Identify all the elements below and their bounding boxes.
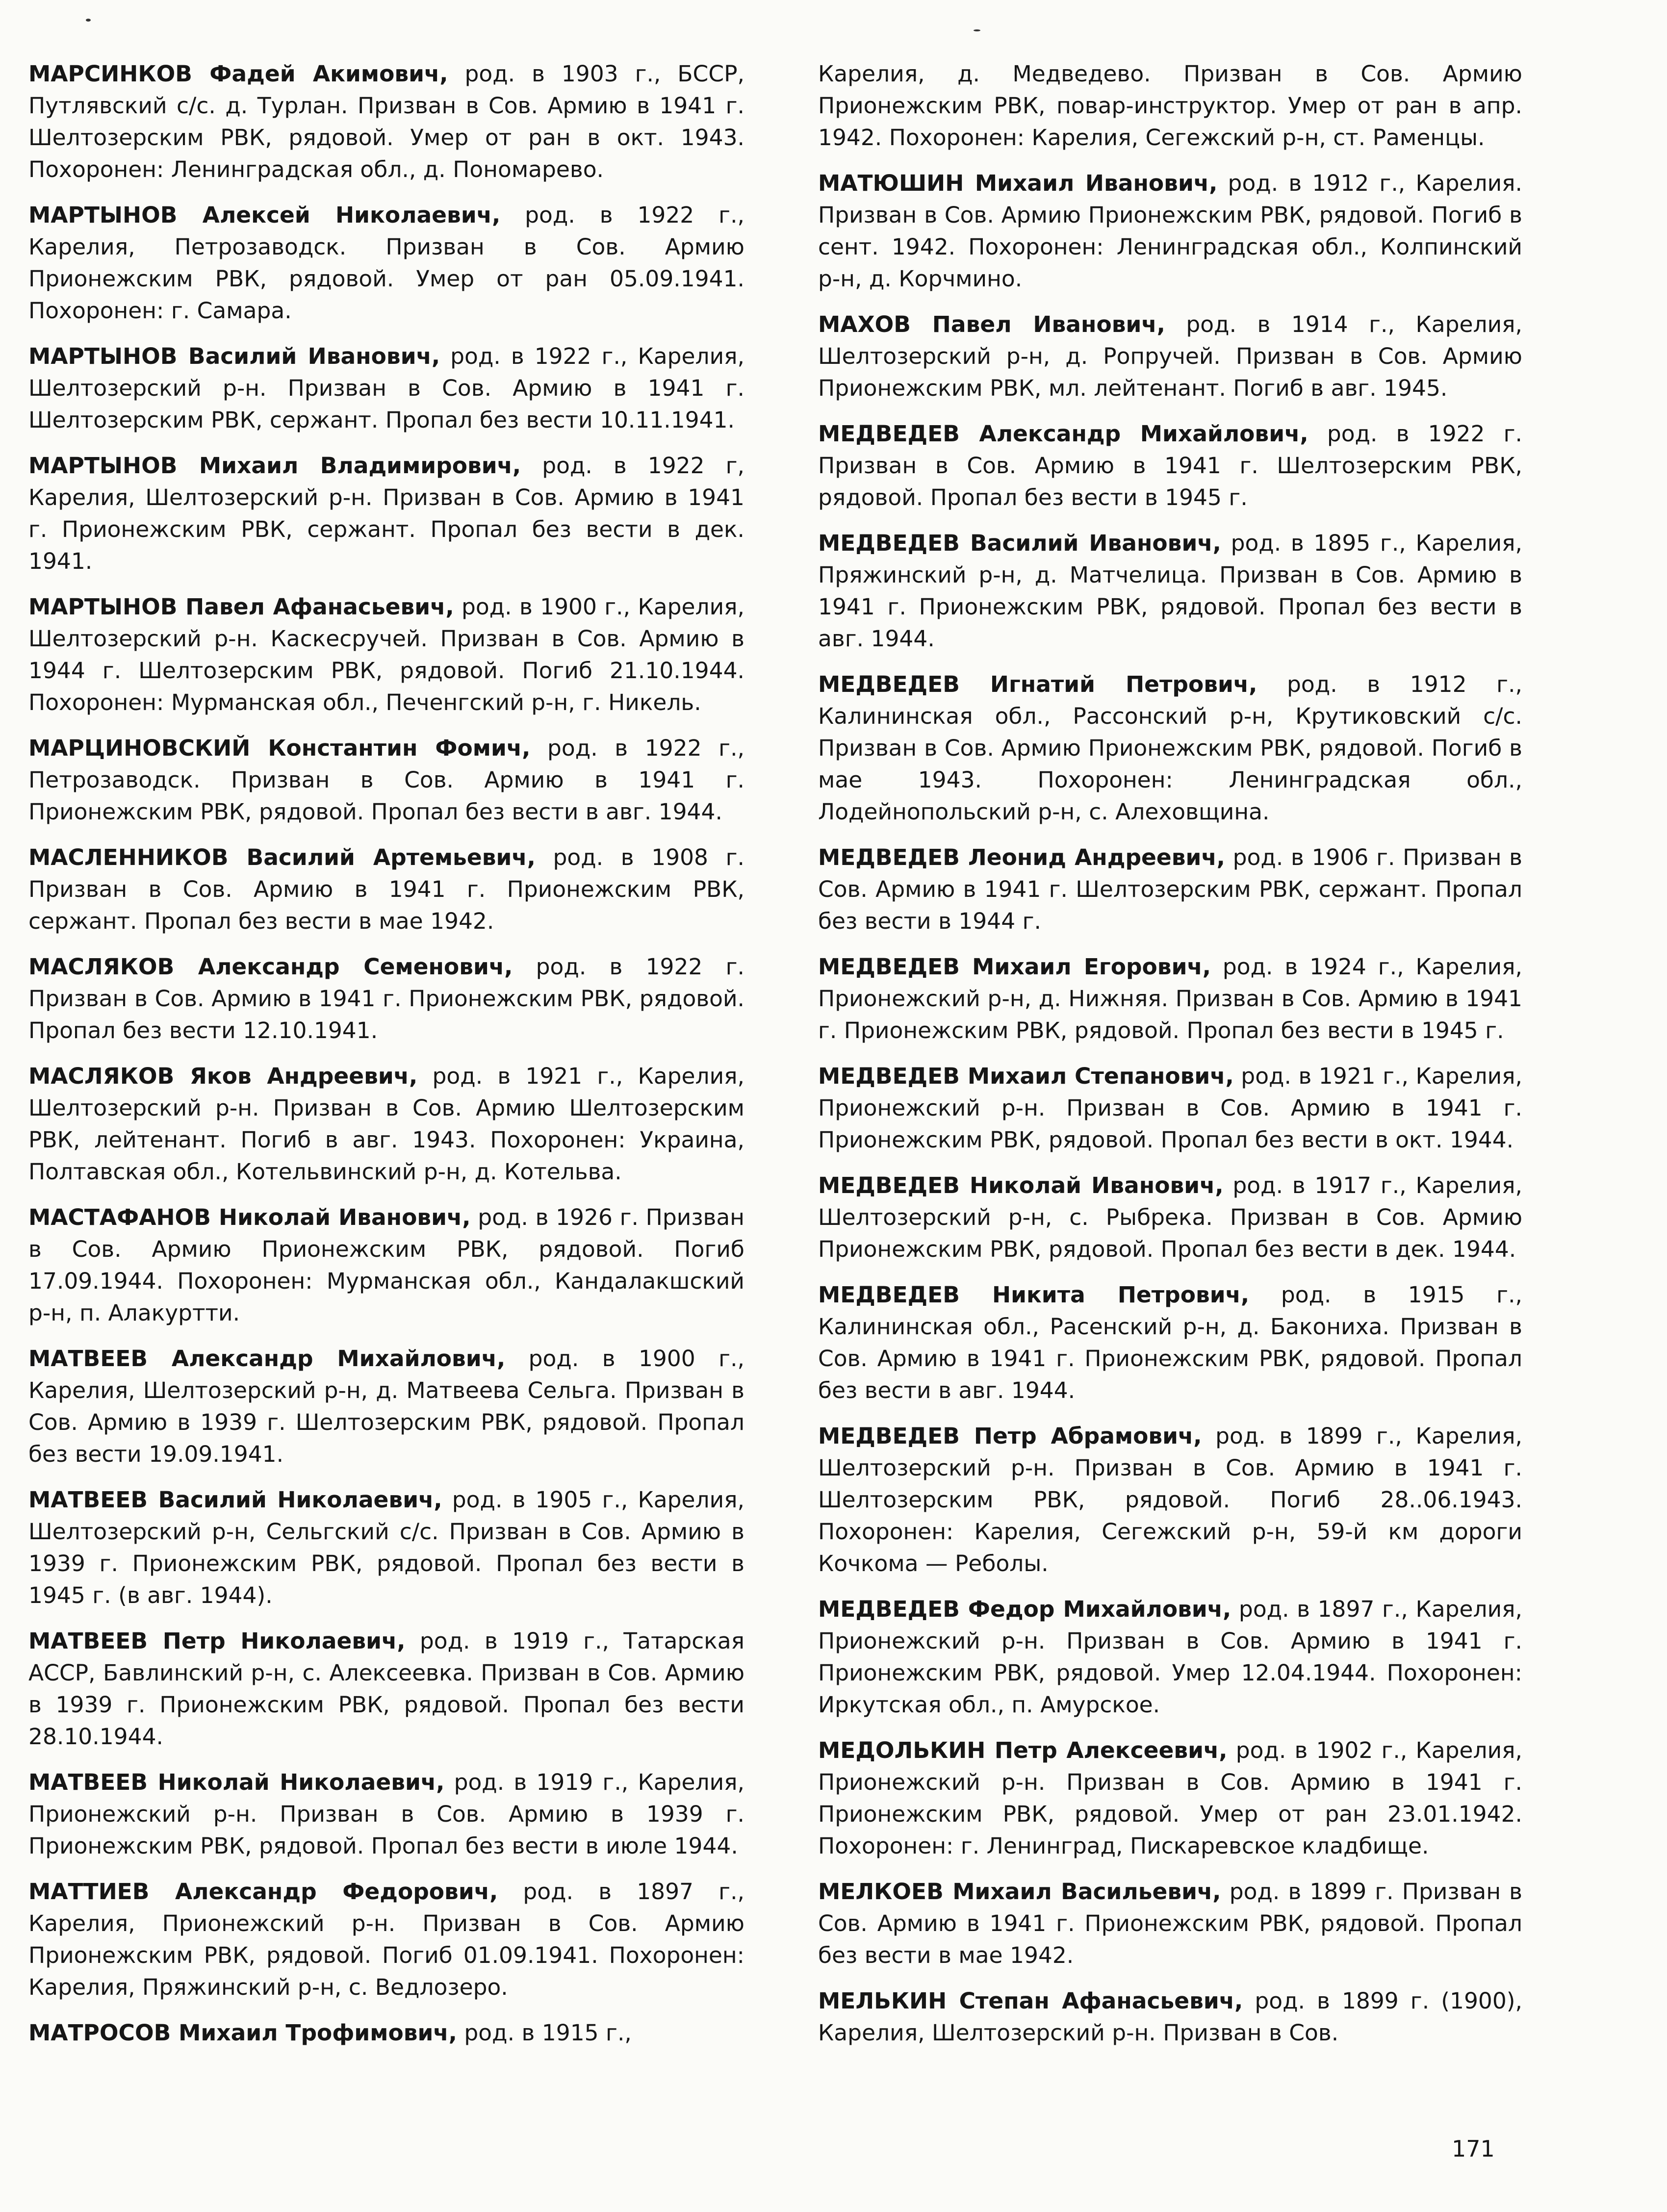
entry-text: род. в 1902 г., Карелия, Прионежский р-н. Призван в Сов. Армию в 1941 г. Прионежским РВК, рядовой. Умер от ран 23.01.1942. Похоронен: г. Ленинград, Пискаревское кладбище. (818, 1737, 1523, 1859)
entry-text: род. в 1908 г. Призван в Сов. Армию в 1941 г. Прионежским РВК, сержант. Пропал без вести в мае 1942. (28, 844, 744, 934)
entry (28, 1201, 744, 1329)
entry (818, 1876, 1522, 1971)
entry-name: МАРСИНКОВ Фадей Акимович, (28, 61, 448, 87)
left-column (28, 58, 744, 2062)
entry (818, 58, 1522, 153)
entry (28, 1766, 744, 1862)
entry (818, 841, 1522, 937)
entry-text: род. в 1922 г. Призван в Сов. Армию в 1941 г. Шелтозерским РВК, рядовой. Пропал без вести в 1945 г. (818, 421, 1522, 510)
entry (28, 199, 744, 327)
entry-name: МЕДВЕДЕВ Федор Михайлович, (818, 1596, 1231, 1622)
entry-name: МЕДВЕДЕВ Михаил Степанович, (818, 1063, 1234, 1089)
entry-name: МЕЛЬКИН Степан Афанасьевич, (818, 1988, 1243, 2014)
entry-name: МЕЛКОЕВ Михаил Васильевич, (818, 1879, 1221, 1905)
entry-name: МЕДВЕДЕВ Михаил Егорович, (818, 954, 1211, 980)
entry-name: МЕДВЕДЕВ Николай Иванович, (818, 1172, 1224, 1198)
entry-text: род. в 1922 г., Карелия, Петрозаводск. Призван в Сов. Армию Прионежским РВК, рядовой. Умер от ран 05.09.1941. Похоронен: г. Самара. (28, 202, 744, 324)
entry-text: род. в 1922 г, Карелия, Шелтозерский р-н. Призван в Сов. Армию в 1941 г. Прионежским РВК, сержант. Пропал без вести в дек. 1941. (28, 453, 744, 574)
entry (818, 1734, 1522, 1862)
entry (28, 1625, 744, 1753)
entry-text: род. в 1906 г. Призван в Сов. Армию в 1941 г. Шелтозерским РВК, сержант. Пропал без вести в 1944 г. (818, 844, 1522, 934)
entry-name: МАСЛЯКОВ Яков Андреевич, (28, 1063, 418, 1089)
entry-text: род. в 1897 г., Карелия, Прионежский р-н. Призван в Сов. Армию в 1941 г. Прионежским РВК, рядовой. Умер 12.04.1944. Похоронен: Иркутская обл., п. Амурское. (818, 1596, 1522, 1718)
print-speck (974, 29, 980, 31)
entry-name: МАРТЫНОВ Алексей Николаевич, (28, 202, 501, 228)
entry-text: род. в 1895 г., Карелия, Пряжинский р-н, д. Матчелица. Призван в Сов. Армию в 1941 г. Прионежским РВК, рядовой. Пропал без вести в авг. 1944. (818, 530, 1522, 652)
entry-name: МАСЛЕННИКОВ Василий Артемьевич, (28, 844, 536, 870)
entry-name: МАТВЕЕВ Петр Николаевич, (28, 1628, 406, 1654)
entry (818, 1593, 1522, 1721)
entry-name: МАТВЕЕВ Николай Николаевич, (28, 1769, 445, 1795)
entry-name: МАТВЕЕВ Александр Михайлович, (28, 1346, 506, 1372)
print-speck (86, 19, 91, 22)
entry-name: МЕДВЕДЕВ Василий Иванович, (818, 530, 1221, 556)
entry-text: род. в 1919 г., Карелия, Прионежский р-н. Призван в Сов. Армию в 1939 г. Прионежским РВК, рядовой. Пропал без вести в июле 1944. (28, 1769, 744, 1859)
entry-text: род. в 1903 г., БССР, Путлявский с/с. д. Турлан. Призван в Сов. Армию в 1941 г. Шелтозерским РВК, рядовой. Умер от ран в окт. 1943. Похоронен: Ленинградская обл., д. Пономарево. (28, 61, 744, 182)
entry-name: МАСТАФАНОВ Николай Иванович, (28, 1204, 471, 1230)
entry-text: род. в 1915 г., Калининская обл., Расенский р-н, д. Бакониха. Призван в Сов. Армию в 1941 г. Прионежским РВК, рядовой. Пропал без вести в авг. 1944. (818, 1282, 1522, 1403)
entry-name: МАРЦИНОВСКИЙ Константин Фомич, (28, 735, 531, 761)
entry-name: МАТТИЕВ Александр Федорович, (28, 1879, 498, 1905)
entry-name: МАРТЫНОВ Михаил Владимирович, (28, 453, 521, 479)
entry-name: МЕДВЕДЕВ Леонид Андреевич, (818, 844, 1225, 870)
entry-text: род. в 1924 г., Карелия, Прионежский р-н, д. Нижняя. Призван в Сов. Армию в 1941 г. Прионежским РВК, рядовой. Пропал без вести в 1945 г. (818, 954, 1522, 1043)
entry (818, 1420, 1522, 1579)
entry-name: МАРТЫНОВ Павел Афанасьевич, (28, 594, 454, 620)
entry-text: род. в 1900 г., Карелия, Шелтозерский р-н, д. Матвеева Сельга. Призван в Сов. Армию в 1939 г. Шелтозерским РВК, рядовой. Пропал без вести 19.09.1941. (28, 1346, 745, 1467)
entry (28, 841, 744, 937)
entry-name: МЕДВЕДЕВ Александр Михайлович, (818, 421, 1308, 447)
entry (28, 732, 744, 828)
entry (28, 450, 744, 577)
entry-text: род. в 1921 г., Карелия, Шелтозерский р-н. Призван в Сов. Армию Шелтозерским РВК, лейтенант. Погиб в авг. 1943. Похоронен: Украина, Полтавская обл., Котельвинский р-н, д. Котельва. (28, 1063, 744, 1185)
entry (28, 1876, 744, 2003)
entry-text: род. в 1899 г., Карелия, Шелтозерский р-н. Призван в Сов. Армию в 1941 г. Шелтозерским РВК, рядовой. Погиб 28..06.1943. Похоронен: Карелия, Сегежский р-н, 59-й км дороги Кочкома — Реболы. (818, 1423, 1522, 1576)
entry (28, 1484, 744, 1611)
entry-text: род. в 1922 г., Карелия, Шелтозерский р-н. Призван в Сов. Армию в 1941 г. Шелтозерским РВК, сержант. Пропал без вести 10.11.1941. (28, 343, 744, 433)
entry-text: Карелия, д. Медведево. Призван в Сов. Армию Прионежским РВК, повар-инструктор. Умер от ран в апр. 1942. Похоронен: Карелия, Сегежский р-н, ст. Раменцы. (818, 61, 1522, 151)
right-column (818, 58, 1522, 2062)
entry-text: род. в 1917 г., Карелия, Шелтозерский р-н, с. Рыбрека. Призван в Сов. Армию Прионежским РВК, рядовой. Пропал без вести в дек. 1944. (818, 1172, 1522, 1262)
entry (818, 167, 1522, 295)
entry-text: род. в 1900 г., Карелия, Шелтозерский р-н. Каскесручей. Призван в Сов. Армию в 1944 г. Шелтозерским РВК, рядовой. Погиб 21.10.1944. Похоронен: Мурманская обл., Печенгский р-н, г. Никель. (28, 594, 744, 715)
entry (28, 58, 744, 185)
entry-text: род. в 1899 г. Призван в Сов. Армию в 1941 г. Прионежским РВК, рядовой. Пропал без вести в мае 1942. (818, 1879, 1522, 1968)
entry (28, 340, 744, 436)
entry (28, 2017, 744, 2049)
entry-text: род. в 1914 г., Карелия, Шелтозерский р-н, д. Ропручей. Призван в Сов. Армию Прионежским РВК, мл. лейтенант. Погиб в авг. 1945. (818, 311, 1522, 401)
entry-text: род. в 1922 г., Петрозаводск. Призван в Сов. Армию в 1941 г. Прионежским РВК, рядовой. Пропал без вести в авг. 1944. (28, 735, 744, 825)
entry-name: МАТРОСОВ Михаил Трофимович, (28, 2020, 457, 2046)
entry (28, 591, 744, 718)
entry-name: МЕДВЕДЕВ Игнатий Петрович, (818, 671, 1257, 697)
entry (818, 951, 1522, 1046)
entry-text: род. в 1905 г., Карелия, Шелтозерский р-н, Сельгский с/с. Призван в Сов. Армию в 1939 г. Прионежским РВК, рядовой. Пропал без вести в 1945 г. (в авг. 1944). (28, 1487, 744, 1608)
entry-text: род. в 1897 г., Карелия, Прионежский р-н. Призван в Сов. Армию Прионежским РВК, рядовой. Погиб 01.09.1941. Похоронен: Карелия, Пряжинский р-н, с. Ведлозеро. (28, 1879, 745, 2000)
entry-name: МАСЛЯКОВ Александр Семенович, (28, 954, 513, 980)
entry-name: МЕДВЕДЕВ Никита Петрович, (818, 1282, 1250, 1308)
page-number: 171 (1452, 2136, 1495, 2162)
entry-name: МАХОВ Павел Иванович, (818, 311, 1165, 337)
entry (818, 668, 1522, 828)
entry (818, 1985, 1522, 2049)
entry-text: род. в 1926 г. Призван в Сов. Армию Прионежским РВК, рядовой. Погиб 17.09.1944. Похоронен: Мурманская обл., Кандалакшский р-н, п. Алакуртти. (28, 1204, 744, 1326)
entry (818, 418, 1522, 513)
entry-text: род. в 1922 г. Призван в Сов. Армию в 1941 г. Прионежским РВК, рядовой. Пропал без вести 12.10.1941. (28, 954, 744, 1043)
entry (28, 951, 744, 1046)
entry-name: МЕДВЕДЕВ Петр Абрамович, (818, 1423, 1202, 1449)
entry-text: род. в 1912 г., Карелия. Призван в Сов. Армию Прионежским РВК, рядовой. Погиб в сент. 1942. Похоронен: Ленинградская обл., Колпинский р-н, д. Корчмино. (818, 170, 1522, 292)
entry (818, 1060, 1522, 1156)
entry-name: МАТВЕЕВ Василий Николаевич, (28, 1487, 442, 1513)
entry (818, 1279, 1522, 1406)
entry-name: МАРТЫНОВ Василий Иванович, (28, 343, 440, 369)
entry (28, 1343, 744, 1470)
entry-text: род. в 1912 г., Калининская обл., Рассонский р-н, Крутиковский с/с. Призван в Сов. Армию Прионежским РВК, рядовой. Погиб в мае 1943. Похоронен: Ленинградская обл., Лодейнопольский р-н, с. Алеховщина. (818, 671, 1522, 825)
entry-text: род. в 1899 г. (1900), Карелия, Шелтозерский р-н. Призван в Сов. (818, 1988, 1523, 2046)
entry-text: род. в 1915 г., (457, 2020, 632, 2046)
entry (818, 308, 1522, 404)
entry (818, 527, 1522, 655)
entry-text: род. в 1919 г., Татарская АССР, Бавлинский р-н, с. Алексеевка. Призван в Сов. Армию в 1939 г. Прионежским РВК, рядовой. Пропал без вести 28.10.1944. (28, 1628, 744, 1750)
entry-name: МЕДОЛЬКИН Петр Алексеевич, (818, 1737, 1228, 1763)
entry (818, 1170, 1522, 1265)
entry (28, 1060, 744, 1188)
entry-text: род. в 1921 г., Карелия, Прионежский р-н. Призван в Сов. Армию в 1941 г. Прионежским РВК, рядовой. Пропал без вести в окт. 1944. (818, 1063, 1522, 1153)
entry-name: МАТЮШИН Михаил Иванович, (818, 170, 1218, 196)
